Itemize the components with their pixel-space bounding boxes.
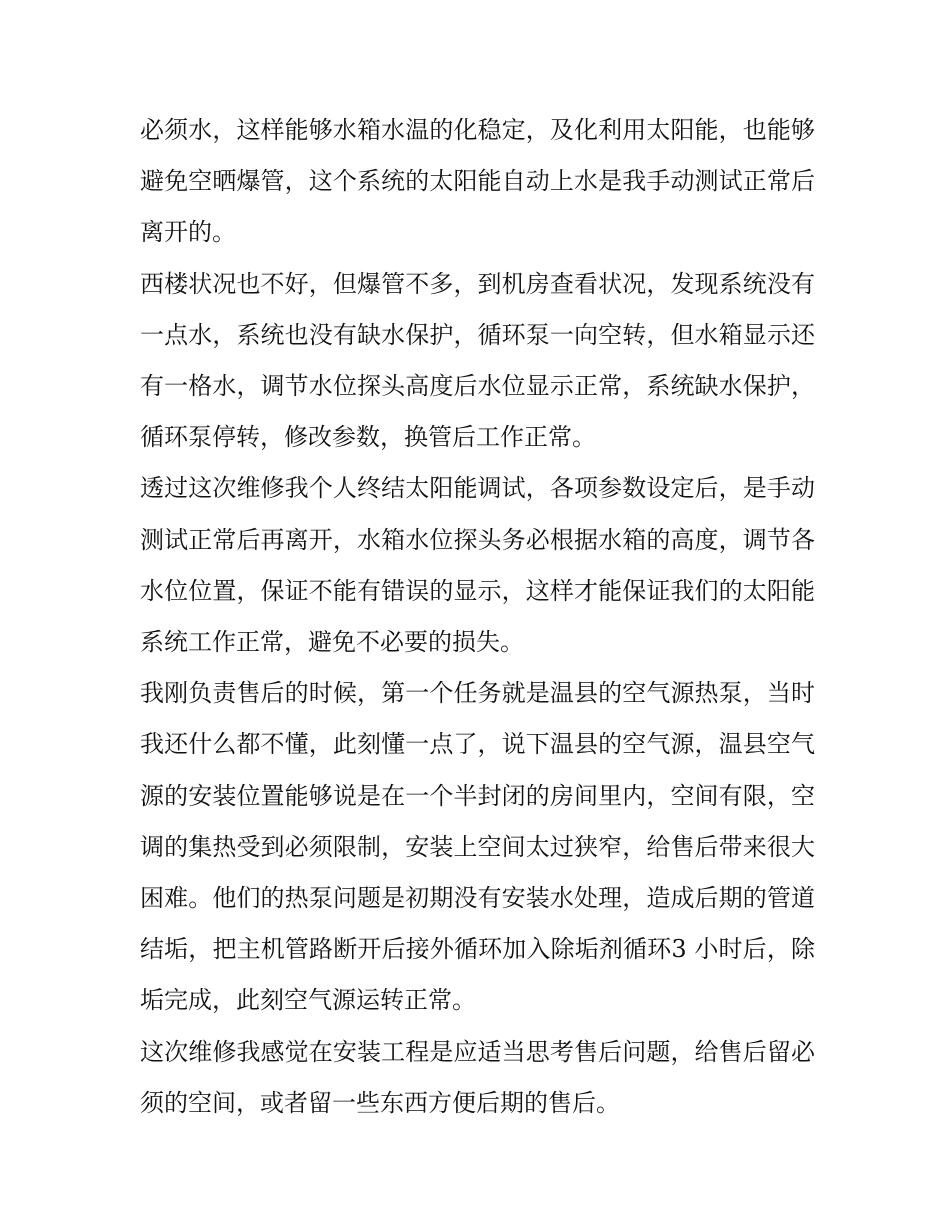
paragraph-4: 我刚负责售后的时候，第一个任务就是温县的空气源热泵，当时我还什么都不懂，此刻懂一点了，说下温县的空气源，温县空气源的安装位置能够说是在一个半封闭的房间里内，空间有限，空调的集热受到必须限制，安装上空间太过狭窄，给售后带来很大困难。他们的热泵问题是初期没有安装水处理，造成后期的管道结垢，把主机管路断开后接外循环加入除垢剂循环3 小时后，除垢完成，此刻空气源运转正常。 [140,679,815,1015]
paragraph-5: 这次维修我感觉在安装工程是应适当思考售后问题，给售后留必须的空间，或者留一些东西方便后期的售后。 [140,1037,815,1117]
paragraph-3: 透过这次维修我个人终结太阳能调试，各项参数设定后，是手动测试正常后再离开，水箱水位探头务必根据水箱的高度，调节各水位位置，保证不能有错误的显示，这样才能保证我们的太阳能系统工作正常，避免不必要的损失。 [140,474,815,657]
paragraph-1: 必须水，这样能够水箱水温的化稳定，及化利用太阳能，也能够避免空晒爆管，这个系统的太阳能自动上水是我手动测试正常后离开的。 [140,116,815,247]
paragraph-2: 西楼状况也不好，但爆管不多，到机房查看状况，发现系统没有一点水，系统也没有缺水保护，循环泵一向空转，但水箱显示还有一格水，调节水位探头高度后水位显示正常，系统缺水保护，循环泵停转，修改参数，换管后工作正常。 [140,269,815,452]
document-body [140,105,815,1129]
